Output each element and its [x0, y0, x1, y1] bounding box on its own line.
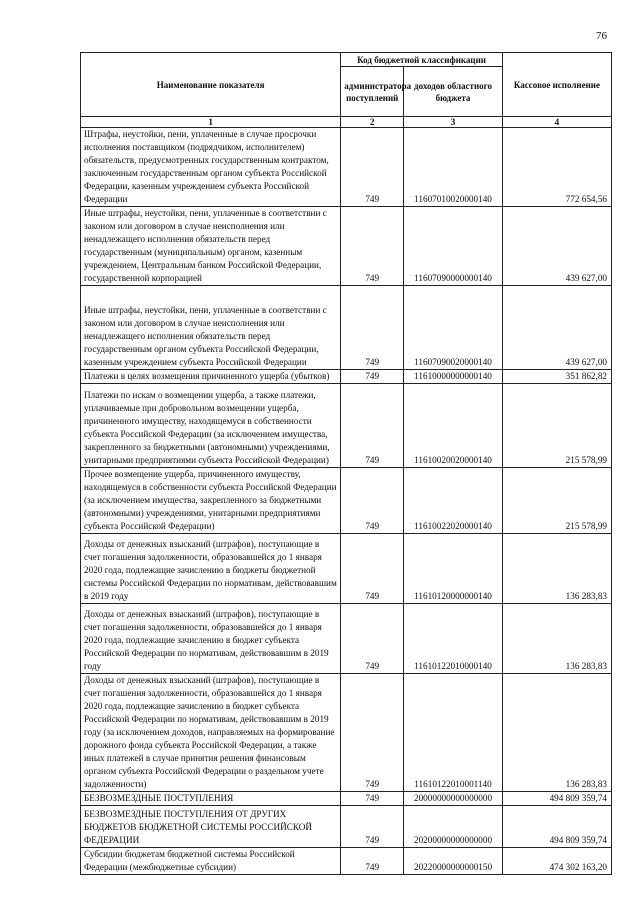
admin-code: 749	[341, 128, 404, 207]
indicator-name: Доходы от денежных взысканий (штрафов), поступающие в счет погашения задолженности, образовавшейся до 1 января 2020 года, подлежащие зачислению в бюджеты бюджетной системы Российской Федерации по нормативам, действовавшим в 2019 году	[81, 534, 341, 604]
header-budget-code-group: Код бюджетной классификации	[341, 53, 503, 67]
indicator-name: Иные штрафы, неустойки, пени, уплаченные в соответствии с законом или договором в случае неисполнения или ненадлежащего исполнения обязательств перед государственным (муниципальным) органом, казенным учреждением, Центральным банком Российской Федерации, государственной корпорацией	[81, 207, 341, 286]
header-admin-column: администратора поступлений	[341, 67, 404, 117]
indicator-name: Платежи по искам о возмещении ущерба, а также платежи, уплачиваемые при добровольном возмещении ущерба, причиненного имуществу, находящемуся в собственности субъекта Российской Федерации (за исключением имущества, закрепленного за бюджетными (автономными) учреждениями, унитарными предприятиями субъекта Российской Федерации)	[81, 384, 341, 468]
admin-code: 749	[341, 384, 404, 468]
table-row	[81, 674, 612, 792]
cash-execution-amount: 494 809 359,74	[502, 806, 611, 848]
admin-code: 749	[341, 370, 404, 384]
table-row	[81, 792, 612, 806]
table-row	[81, 848, 612, 875]
header-amount-column: Кассовое исполнение	[502, 53, 611, 117]
cash-execution-amount: 351 862,82	[502, 370, 611, 384]
budget-code: 11610000000000140	[404, 370, 503, 384]
cash-execution-amount: 439 627,00	[502, 207, 611, 286]
cash-execution-amount: 474 302 163,20	[502, 848, 611, 875]
admin-code: 749	[341, 468, 404, 534]
indicator-name: Доходы от денежных взысканий (штрафов), поступающие в счет погашения задолженности, образовавшейся до 1 января 2020 года, подлежащие зачислению в бюджет субъекта Российской Федерации по нормативам, действовавшим в 2019 году	[81, 604, 341, 674]
column-number: 3	[404, 117, 503, 128]
column-number-row	[81, 117, 612, 128]
admin-code: 749	[341, 792, 404, 806]
cash-execution-amount: 439 627,00	[502, 286, 611, 370]
column-number: 2	[341, 117, 404, 128]
budget-code: 11610020020000140	[404, 384, 503, 468]
table-row	[81, 806, 612, 848]
table-row	[81, 534, 612, 604]
indicator-name: Штрафы, неустойки, пени, уплаченные в случае просрочки исполнения поставщиком (подрядчиком, исполнителем) обязательств, предусмотренных государственным контрактом, заключенным государственным органом субъекта Российской Федерации, казенным учреждением субъекта Российской Федерации	[81, 128, 341, 207]
indicator-name: Иные штрафы, неустойки, пени, уплаченные в соответствии с законом или договором в случае неисполнения или ненадлежащего исполнения обязательств перед государственным органом субъекта Российской Федерации, казенным учреждением субъекта Российской Федерации	[81, 286, 341, 370]
budget-code: 20000000000000000	[404, 792, 503, 806]
budget-code: 20200000000000000	[404, 806, 503, 848]
budget-code: 11610122010001140	[404, 674, 503, 792]
column-number: 4	[502, 117, 611, 128]
column-number: 1	[81, 117, 341, 128]
admin-code: 749	[341, 207, 404, 286]
indicator-name: Прочее возмещение ущерба, причиненного имуществу, находящемуся в собственности субъекта Российской Федерации (за исключением имущества, закрепленного за бюджетными (автономными) учреждениями, унитарными предприятиями субъекта Российской Федерации)	[81, 468, 341, 534]
budget-code: 20220000000000150	[404, 848, 503, 875]
budget-code: 11610022020000140	[404, 468, 503, 534]
indicator-name: Доходы от денежных взысканий (штрафов), поступающие в счет погашения задолженности, образовавшейся до 1 января 2020 года, подлежащие зачислению в бюджет субъекта Российской Федерации по нормативам, действовавшим в 2019 году (за исключением доходов, направляемых на формирование дорожного фонда субъекта Российской Федерации, а также иных платежей в случае принятия решения финансовым органом субъекта Российской Федерации о раздельном учете задолженности)	[81, 674, 341, 792]
header-income-column: доходов областного бюджета	[404, 67, 503, 117]
admin-code: 749	[341, 286, 404, 370]
budget-execution-table	[80, 52, 612, 875]
table-row	[81, 128, 612, 207]
admin-code: 749	[341, 674, 404, 792]
cash-execution-amount: 494 809 359,74	[502, 792, 611, 806]
header-name-column: Наименование показателя	[81, 53, 341, 117]
cash-execution-amount: 136 283,83	[502, 604, 611, 674]
table-row	[81, 370, 612, 384]
table-row	[81, 468, 612, 534]
admin-code: 749	[341, 848, 404, 875]
budget-code: 11610120000000140	[404, 534, 503, 604]
table-row	[81, 384, 612, 468]
budget-code: 11607090020000140	[404, 286, 503, 370]
admin-code: 749	[341, 806, 404, 848]
budget-code: 11610122010000140	[404, 604, 503, 674]
cash-execution-amount: 215 578,99	[502, 384, 611, 468]
admin-code: 749	[341, 604, 404, 674]
indicator-name: БЕЗВОЗМЕЗДНЫЕ ПОСТУПЛЕНИЯ	[81, 792, 341, 806]
cash-execution-amount: 136 283,83	[502, 534, 611, 604]
table-row	[81, 604, 612, 674]
table-row	[81, 207, 612, 286]
table-row	[81, 286, 612, 370]
page-number: 76	[596, 30, 607, 42]
cash-execution-amount: 136 283,83	[502, 674, 611, 792]
indicator-name: БЕЗВОЗМЕЗДНЫЕ ПОСТУПЛЕНИЯ ОТ ДРУГИХ БЮДЖЕТОВ БЮДЖЕТНОЙ СИСТЕМЫ РОССИЙСКОЙ ФЕДЕРАЦИИ	[81, 806, 341, 848]
budget-code: 11607090000000140	[404, 207, 503, 286]
indicator-name: Платежи в целях возмещения причиненного ущерба (убытков)	[81, 370, 341, 384]
budget-code: 11607010020000140	[404, 128, 503, 207]
indicator-name: Субсидии бюджетам бюджетной системы Российской Федерации (межбюджетные субсидии)	[81, 848, 341, 875]
cash-execution-amount: 215 578,99	[502, 468, 611, 534]
admin-code: 749	[341, 534, 404, 604]
cash-execution-amount: 772 654,56	[502, 128, 611, 207]
